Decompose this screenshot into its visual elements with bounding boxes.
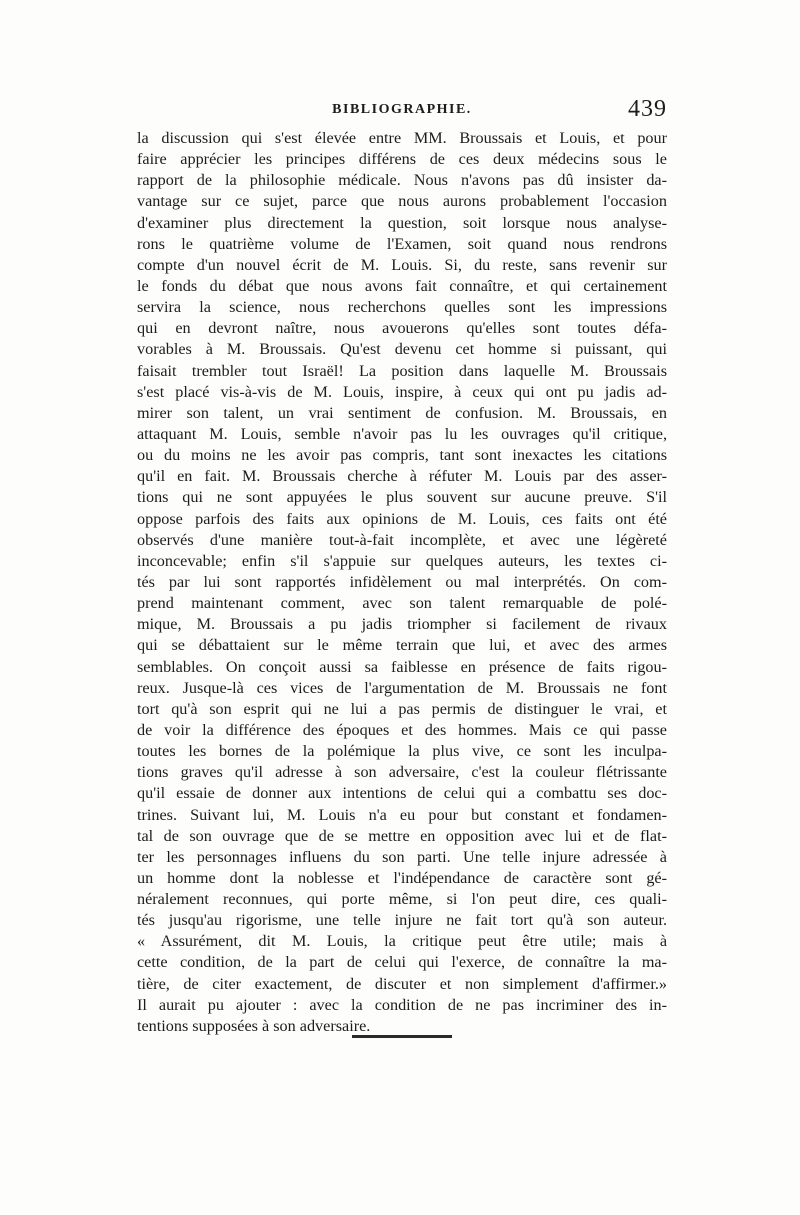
text-line: trines. Suivant lui, M. Louis n'a eu pour but constant et fondamen- [137,805,667,824]
text-line: qu'il en fait. M. Broussais cherche à réfuter M. Louis par des asser- [137,467,667,486]
text-line: ou du moins ne les avoir pas compris, tant sont inexactes les citations [137,446,667,465]
text-line: « Assurément, dit M. Louis, la critique peut être utile; mais à [137,932,667,951]
text-line: prend maintenant comment, avec son talent remarquable de polé- [137,594,667,613]
text-line: tort qu'à son esprit qui ne lui a pas permis de distinguer le vrai, et [137,699,667,718]
text-line: compte d'un nouvel écrit de M. Louis. Si, du reste, sans revenir sur [137,255,667,274]
text-line: d'examiner plus directement la question, soit lorsque nous analyse- [137,213,667,232]
text-line: servira la science, nous recherchons quelles sont les impressions [137,298,667,317]
text-line: le fonds du débat que nous avons fait connaître, et qui certainement [137,276,667,295]
text-line: mirer son talent, un vrai sentiment de confusion. M. Broussais, en [137,403,667,422]
text-line: faire apprécier les principes différens de ces deux médecins sous le [137,150,667,169]
text-line: attaquant M. Louis, semble n'avoir pas lu les ouvrages qu'il critique, [137,424,667,443]
text-line: ter les personnages influens du son parti. Une telle injure adressée à [137,847,667,866]
text-line: un homme dont la noblesse et l'indépendance de caractère sont gé- [137,868,667,887]
text-line: qui en devront naître, nous avouerons qu'elles sont toutes défa- [137,319,667,338]
page-number: 439 [628,96,667,122]
text-line: qu'il essaie de donner aux intentions de celui qui a combattu ses doc- [137,784,667,803]
text-line: tés jusqu'au rigorisme, une telle injure ne fait tort qu'à son auteur. [137,911,667,930]
text-line: la discussion qui s'est élevée entre MM. Broussais et Louis, et pour [137,129,667,147]
text-line: toutes les bornes de la polémique la plus vive, ce sont les inculpa- [137,742,667,761]
text-line: semblables. On conçoit aussi sa faiblesse en présence de faits rigou- [137,657,667,676]
text-line: oppose parfois des faits aux opinions de M. Louis, ces faits ont été [137,509,667,528]
text-line: tions graves qu'il adresse à son adversaire, c'est la couleur flétrissante [137,763,667,782]
text-line: rons le quatrième volume de l'Examen, soit quand nous rendrons [137,234,667,253]
text-line: observés d'une manière tout-à-fait incomplète, et avec une légèreté [137,530,667,549]
text-line: vorables à M. Broussais. Qu'est devenu cet homme si puissant, qui [137,340,667,359]
text-line: faisait trembler tout Israël! La position dans laquelle M. Broussais [137,361,667,380]
text-line: Il aurait pu ajouter : avec la condition de ne pas incriminer des in- [137,995,667,1014]
text-line: cette condition, de la part de celui qui l'exerce, de connaître la ma- [137,953,667,972]
text-line: tentions supposées à son adversaire. [137,1016,371,1035]
text-line: qui se débattaient sur le même terrain que lui, et avec des armes [137,636,667,655]
text-line: tière, de citer exactement, de discuter et non simplement d'affirmer.» [137,974,667,993]
text-line: vantage sur ce sujet, parce que nous aurons probablement l'occasion [137,192,667,211]
text-line: inconcevable; enfin s'il s'appuie sur quelques auteurs, les textes ci- [137,551,667,570]
text-line: tions qui ne sont appuyées le plus souvent sur aucune preuve. S'il [137,488,667,507]
text-line: mique, M. Broussais a pu jadis triompher si facilement de rivaux [137,615,667,634]
text-line: néralement reconnues, qui porte même, si l'on peut dire, ces quali- [137,890,667,909]
text-line: s'est placé vis-à-vis de M. Louis, inspire, à ceux qui ont pu jadis ad- [137,382,667,401]
text-line: tal de son ouvrage que de se mettre en opposition avec lui et de flat- [137,826,667,845]
text-line: tés par lui sont rapportés infidèlement ou mal interprétés. On com- [137,572,667,591]
body-text [137,128,667,1037]
closing-rule [352,1035,452,1038]
text-line: rapport de la philosophie médicale. Nous n'avons pas dû insister da- [137,171,667,190]
running-head [137,96,667,126]
text-line: reux. Jusque-là ces vices de l'argumentation de M. Broussais ne font [137,678,667,697]
text-line: de voir la différence des époques et des hommes. Mais ce qui passe [137,720,667,739]
running-title: BIBLIOGRAPHIE. [332,102,472,117]
